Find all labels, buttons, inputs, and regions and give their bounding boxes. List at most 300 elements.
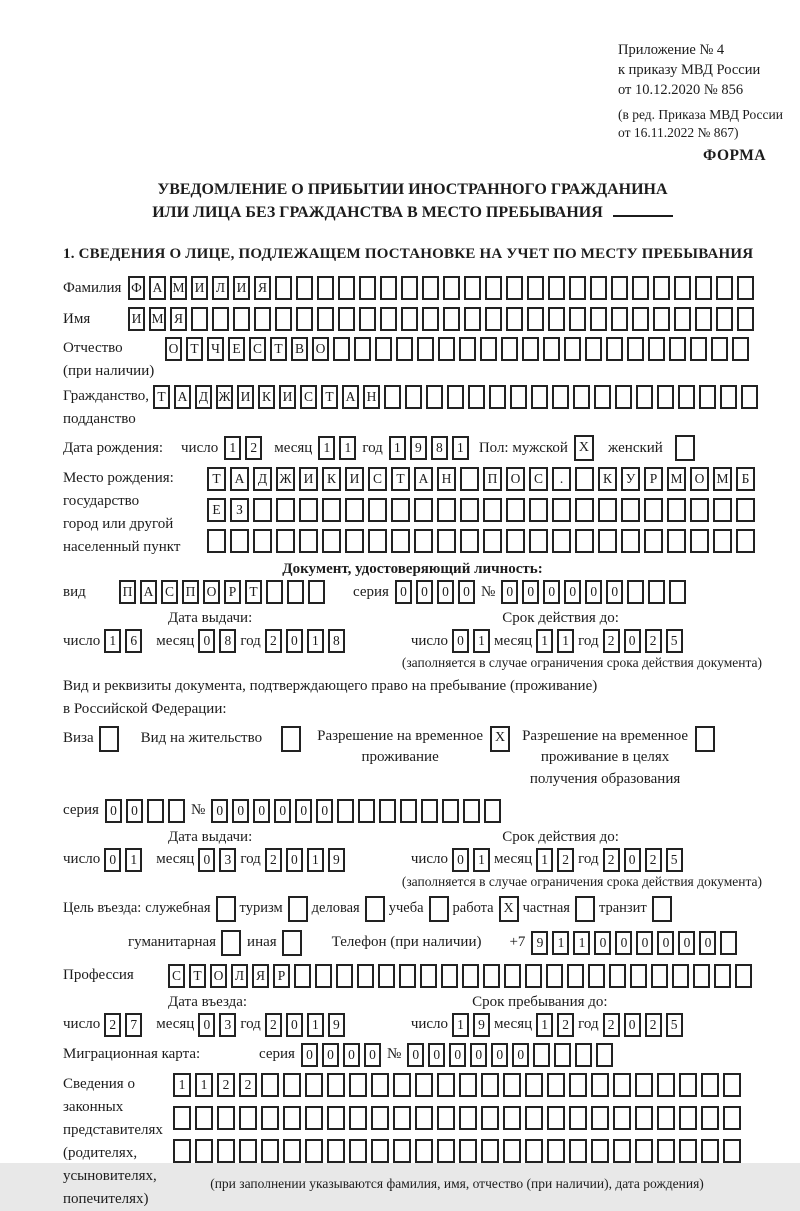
form-cell[interactable]: 2 — [239, 1073, 257, 1097]
form-cell[interactable]: Я — [252, 964, 269, 988]
form-cell[interactable] — [327, 1139, 345, 1163]
form-cell[interactable] — [460, 498, 479, 522]
form-cell[interactable] — [723, 1073, 741, 1097]
form-cell[interactable] — [338, 276, 355, 300]
form-cell[interactable]: 5 — [666, 1013, 683, 1037]
form-cell[interactable] — [644, 529, 663, 553]
form-cell[interactable]: И — [191, 276, 208, 300]
form-cell[interactable] — [594, 385, 611, 409]
form-cell[interactable] — [736, 498, 755, 522]
form-cell[interactable] — [554, 1043, 571, 1067]
form-cell[interactable]: О — [203, 580, 220, 604]
form-cell[interactable]: 2 — [265, 848, 282, 872]
form-cell[interactable] — [632, 276, 649, 300]
form-cell[interactable] — [191, 307, 208, 331]
form-cell[interactable] — [345, 529, 364, 553]
form-cell[interactable] — [690, 337, 707, 361]
purpose-private-checkbox[interactable] — [575, 896, 595, 922]
form-cell[interactable] — [207, 529, 226, 553]
form-cell[interactable] — [575, 498, 594, 522]
form-cell[interactable] — [522, 337, 539, 361]
form-cell[interactable] — [371, 1139, 389, 1163]
form-cell[interactable] — [462, 964, 479, 988]
form-cell[interactable]: 1 — [195, 1073, 213, 1097]
form-cell[interactable]: 0 — [501, 580, 518, 604]
form-cell[interactable] — [679, 1073, 697, 1097]
form-cell[interactable] — [239, 1139, 257, 1163]
form-cell[interactable] — [657, 1139, 675, 1163]
form-cell[interactable]: О — [210, 964, 227, 988]
form-cell[interactable] — [420, 964, 437, 988]
form-cell[interactable] — [345, 498, 364, 522]
form-cell[interactable] — [438, 337, 455, 361]
form-cell[interactable] — [333, 337, 350, 361]
form-cell[interactable] — [426, 385, 443, 409]
form-cell[interactable] — [590, 276, 607, 300]
form-cell[interactable] — [349, 1073, 367, 1097]
form-cell[interactable] — [358, 799, 375, 823]
form-cell[interactable] — [396, 337, 413, 361]
form-cell[interactable]: Б — [736, 467, 755, 491]
form-cell[interactable] — [371, 1073, 389, 1097]
form-cell[interactable] — [501, 337, 518, 361]
form-cell[interactable] — [672, 964, 689, 988]
form-cell[interactable]: 1 — [389, 436, 406, 460]
form-cell[interactable] — [217, 1139, 235, 1163]
form-cell[interactable]: 0 — [606, 580, 623, 604]
form-cell[interactable]: И — [237, 385, 254, 409]
form-cell[interactable] — [294, 964, 311, 988]
form-cell[interactable] — [437, 529, 456, 553]
form-cell[interactable] — [611, 307, 628, 331]
form-cell[interactable] — [317, 276, 334, 300]
form-cell[interactable]: 0 — [636, 931, 653, 955]
form-cell[interactable]: 0 — [657, 931, 674, 955]
form-cell[interactable]: С — [168, 964, 185, 988]
purpose-other-checkbox[interactable] — [282, 930, 302, 956]
form-cell[interactable]: Ч — [207, 337, 224, 361]
form-cell[interactable] — [720, 385, 737, 409]
form-cell[interactable]: 0 — [211, 799, 228, 823]
form-cell[interactable] — [253, 529, 272, 553]
form-cell[interactable] — [585, 337, 602, 361]
form-cell[interactable]: 1 — [307, 629, 324, 653]
form-cell[interactable] — [459, 1073, 477, 1097]
form-cell[interactable] — [460, 467, 479, 491]
form-cell[interactable] — [531, 385, 548, 409]
form-cell[interactable] — [527, 276, 544, 300]
form-cell[interactable] — [464, 307, 481, 331]
form-cell[interactable] — [460, 529, 479, 553]
form-cell[interactable] — [275, 276, 292, 300]
form-cell[interactable]: 1 — [557, 629, 574, 653]
form-cell[interactable] — [336, 964, 353, 988]
form-cell[interactable] — [371, 1106, 389, 1130]
form-cell[interactable] — [732, 337, 749, 361]
form-cell[interactable] — [485, 307, 502, 331]
form-cell[interactable] — [741, 385, 758, 409]
form-cell[interactable] — [737, 307, 754, 331]
form-cell[interactable] — [483, 529, 502, 553]
form-cell[interactable]: 1 — [452, 1013, 469, 1037]
form-cell[interactable] — [233, 307, 250, 331]
form-cell[interactable]: О — [690, 467, 709, 491]
form-cell[interactable] — [443, 307, 460, 331]
form-cell[interactable]: 0 — [452, 848, 469, 872]
form-cell[interactable] — [276, 498, 295, 522]
form-cell[interactable]: 0 — [458, 580, 475, 604]
form-cell[interactable] — [615, 385, 632, 409]
form-cell[interactable]: 1 — [224, 436, 241, 460]
form-cell[interactable]: 0 — [678, 931, 695, 955]
form-cell[interactable]: Р — [273, 964, 290, 988]
purpose-transit-checkbox[interactable] — [652, 896, 672, 922]
form-cell[interactable] — [253, 498, 272, 522]
form-cell[interactable] — [503, 1139, 521, 1163]
form-cell[interactable]: К — [258, 385, 275, 409]
form-cell[interactable] — [239, 1106, 257, 1130]
form-cell[interactable] — [588, 964, 605, 988]
form-cell[interactable] — [567, 964, 584, 988]
form-cell[interactable]: 0 — [286, 629, 303, 653]
form-cell[interactable]: 0 — [564, 580, 581, 604]
form-cell[interactable] — [590, 307, 607, 331]
visa-checkbox[interactable] — [99, 726, 119, 752]
form-cell[interactable]: И — [299, 467, 318, 491]
form-cell[interactable]: 0 — [253, 799, 270, 823]
form-cell[interactable]: 3 — [219, 848, 236, 872]
form-cell[interactable] — [379, 799, 396, 823]
form-cell[interactable] — [380, 276, 397, 300]
form-cell[interactable]: 1 — [552, 931, 569, 955]
form-cell[interactable]: 0 — [624, 629, 641, 653]
form-cell[interactable] — [327, 1073, 345, 1097]
form-cell[interactable]: 9 — [328, 848, 345, 872]
form-cell[interactable]: 9 — [328, 1013, 345, 1037]
form-cell[interactable]: М — [713, 467, 732, 491]
form-cell[interactable]: 0 — [452, 629, 469, 653]
form-cell[interactable]: Р — [644, 467, 663, 491]
form-cell[interactable] — [569, 307, 586, 331]
form-cell[interactable]: 5 — [666, 848, 683, 872]
form-cell[interactable] — [261, 1139, 279, 1163]
form-cell[interactable] — [644, 498, 663, 522]
form-cell[interactable]: 1 — [452, 436, 469, 460]
form-cell[interactable] — [527, 307, 544, 331]
form-cell[interactable]: И — [128, 307, 145, 331]
form-cell[interactable] — [393, 1139, 411, 1163]
form-cell[interactable] — [405, 385, 422, 409]
form-cell[interactable] — [437, 1106, 455, 1130]
form-cell[interactable]: Т — [153, 385, 170, 409]
form-cell[interactable] — [506, 307, 523, 331]
form-cell[interactable] — [415, 1073, 433, 1097]
form-cell[interactable]: У — [621, 467, 640, 491]
form-cell[interactable] — [611, 276, 628, 300]
form-cell[interactable] — [357, 964, 374, 988]
form-cell[interactable]: О — [506, 467, 525, 491]
form-cell[interactable]: К — [598, 467, 617, 491]
form-cell[interactable]: 0 — [286, 848, 303, 872]
form-cell[interactable]: 8 — [219, 629, 236, 653]
form-cell[interactable] — [716, 276, 733, 300]
form-cell[interactable] — [657, 1106, 675, 1130]
form-cell[interactable] — [484, 799, 501, 823]
form-cell[interactable]: С — [368, 467, 387, 491]
form-cell[interactable] — [548, 276, 565, 300]
form-cell[interactable]: 5 — [666, 629, 683, 653]
purpose-humanitarian-checkbox[interactable] — [221, 930, 241, 956]
form-cell[interactable]: 0 — [105, 799, 122, 823]
form-cell[interactable] — [354, 337, 371, 361]
form-cell[interactable] — [230, 529, 249, 553]
form-cell[interactable] — [613, 1139, 631, 1163]
form-cell[interactable]: Н — [363, 385, 380, 409]
form-cell[interactable] — [380, 307, 397, 331]
form-cell[interactable] — [401, 307, 418, 331]
form-cell[interactable]: 2 — [217, 1073, 235, 1097]
form-cell[interactable] — [737, 276, 754, 300]
form-cell[interactable] — [510, 385, 527, 409]
form-cell[interactable] — [195, 1106, 213, 1130]
form-cell[interactable] — [525, 1139, 543, 1163]
form-cell[interactable]: 0 — [594, 931, 611, 955]
form-cell[interactable]: А — [342, 385, 359, 409]
form-cell[interactable] — [437, 1073, 455, 1097]
form-cell[interactable]: 0 — [286, 1013, 303, 1037]
form-cell[interactable] — [701, 1106, 719, 1130]
form-cell[interactable]: 0 — [585, 580, 602, 604]
form-cell[interactable] — [598, 498, 617, 522]
form-cell[interactable]: Е — [207, 498, 226, 522]
form-cell[interactable] — [393, 1073, 411, 1097]
form-cell[interactable] — [657, 385, 674, 409]
form-cell[interactable]: Т — [207, 467, 226, 491]
form-cell[interactable]: . — [552, 467, 571, 491]
form-cell[interactable] — [648, 580, 665, 604]
form-cell[interactable]: 0 — [470, 1043, 487, 1067]
form-cell[interactable] — [613, 1073, 631, 1097]
form-cell[interactable]: 0 — [437, 580, 454, 604]
form-cell[interactable]: 1 — [104, 629, 121, 653]
form-cell[interactable] — [481, 1073, 499, 1097]
rvp-education-checkbox[interactable] — [695, 726, 715, 752]
form-cell[interactable] — [627, 580, 644, 604]
form-cell[interactable] — [337, 799, 354, 823]
form-cell[interactable] — [569, 1139, 587, 1163]
purpose-commercial-checkbox[interactable] — [365, 896, 385, 922]
form-cell[interactable]: 1 — [536, 848, 553, 872]
purpose-work-checkbox[interactable]: X — [499, 896, 519, 922]
form-cell[interactable] — [308, 580, 325, 604]
form-cell[interactable]: Т — [270, 337, 287, 361]
form-cell[interactable] — [315, 964, 332, 988]
form-cell[interactable] — [327, 1106, 345, 1130]
form-cell[interactable] — [575, 529, 594, 553]
form-cell[interactable] — [283, 1073, 301, 1097]
form-cell[interactable]: 8 — [431, 436, 448, 460]
purpose-study-checkbox[interactable] — [429, 896, 449, 922]
form-cell[interactable]: 6 — [125, 629, 142, 653]
form-cell[interactable] — [573, 385, 590, 409]
form-cell[interactable] — [417, 337, 434, 361]
form-cell[interactable]: А — [149, 276, 166, 300]
form-cell[interactable] — [716, 307, 733, 331]
form-cell[interactable]: 1 — [173, 1073, 191, 1097]
form-cell[interactable] — [525, 1106, 543, 1130]
form-cell[interactable] — [736, 529, 755, 553]
form-cell[interactable]: А — [174, 385, 191, 409]
form-cell[interactable] — [506, 529, 525, 553]
form-cell[interactable]: 9 — [410, 436, 427, 460]
form-cell[interactable] — [489, 385, 506, 409]
form-cell[interactable] — [421, 799, 438, 823]
form-cell[interactable] — [630, 964, 647, 988]
form-cell[interactable]: Е — [228, 337, 245, 361]
form-cell[interactable]: П — [119, 580, 136, 604]
form-cell[interactable] — [648, 337, 665, 361]
form-cell[interactable] — [261, 1106, 279, 1130]
form-cell[interactable]: 2 — [265, 629, 282, 653]
form-cell[interactable] — [459, 1139, 477, 1163]
form-cell[interactable] — [464, 276, 481, 300]
form-cell[interactable]: Л — [212, 276, 229, 300]
form-cell[interactable] — [349, 1139, 367, 1163]
form-cell[interactable]: 2 — [245, 436, 262, 460]
form-cell[interactable]: 0 — [624, 848, 641, 872]
form-cell[interactable] — [503, 1073, 521, 1097]
form-cell[interactable]: 0 — [316, 799, 333, 823]
form-cell[interactable] — [261, 1073, 279, 1097]
form-cell[interactable] — [483, 964, 500, 988]
form-cell[interactable] — [276, 529, 295, 553]
form-cell[interactable] — [547, 1073, 565, 1097]
form-cell[interactable] — [195, 1139, 213, 1163]
form-cell[interactable] — [393, 1106, 411, 1130]
form-cell[interactable]: И — [279, 385, 296, 409]
form-cell[interactable] — [296, 276, 313, 300]
form-cell[interactable] — [713, 529, 732, 553]
rvp-checkbox[interactable]: X — [490, 726, 510, 752]
form-cell[interactable]: 0 — [615, 931, 632, 955]
form-cell[interactable]: Я — [254, 276, 271, 300]
form-cell[interactable]: П — [182, 580, 199, 604]
form-cell[interactable]: Р — [224, 580, 241, 604]
form-cell[interactable] — [147, 799, 164, 823]
form-cell[interactable] — [609, 964, 626, 988]
form-cell[interactable] — [443, 276, 460, 300]
form-cell[interactable] — [547, 1139, 565, 1163]
form-cell[interactable] — [481, 1139, 499, 1163]
form-cell[interactable] — [669, 337, 686, 361]
residence-permit-checkbox[interactable] — [281, 726, 301, 752]
form-cell[interactable]: 0 — [416, 580, 433, 604]
form-cell[interactable] — [575, 1043, 592, 1067]
form-cell[interactable]: К — [322, 467, 341, 491]
form-cell[interactable] — [690, 529, 709, 553]
form-cell[interactable]: Т — [391, 467, 410, 491]
form-cell[interactable] — [283, 1139, 301, 1163]
form-cell[interactable] — [299, 498, 318, 522]
form-cell[interactable] — [459, 1106, 477, 1130]
form-cell[interactable] — [441, 964, 458, 988]
form-cell[interactable] — [695, 307, 712, 331]
form-cell[interactable]: 0 — [364, 1043, 381, 1067]
form-cell[interactable]: 2 — [645, 848, 662, 872]
form-cell[interactable] — [485, 276, 502, 300]
form-cell[interactable] — [701, 1139, 719, 1163]
form-cell[interactable]: 2 — [603, 848, 620, 872]
form-cell[interactable] — [569, 1106, 587, 1130]
form-cell[interactable] — [368, 498, 387, 522]
form-cell[interactable] — [384, 385, 401, 409]
form-cell[interactable] — [483, 498, 502, 522]
form-cell[interactable] — [653, 276, 670, 300]
form-cell[interactable] — [679, 1139, 697, 1163]
form-cell[interactable] — [173, 1106, 191, 1130]
form-cell[interactable] — [693, 964, 710, 988]
form-cell[interactable]: 0 — [198, 848, 215, 872]
form-cell[interactable] — [399, 964, 416, 988]
purpose-tourism-checkbox[interactable] — [288, 896, 308, 922]
form-cell[interactable] — [529, 498, 548, 522]
form-cell[interactable]: В — [291, 337, 308, 361]
form-cell[interactable]: Т — [245, 580, 262, 604]
form-cell[interactable] — [506, 498, 525, 522]
form-cell[interactable] — [711, 337, 728, 361]
form-cell[interactable]: Т — [189, 964, 206, 988]
form-cell[interactable] — [414, 529, 433, 553]
form-cell[interactable]: 2 — [603, 1013, 620, 1037]
form-cell[interactable] — [713, 498, 732, 522]
form-cell[interactable] — [546, 964, 563, 988]
form-cell[interactable] — [506, 276, 523, 300]
form-cell[interactable] — [437, 1139, 455, 1163]
form-cell[interactable] — [212, 307, 229, 331]
form-cell[interactable] — [359, 307, 376, 331]
form-cell[interactable]: 0 — [301, 1043, 318, 1067]
form-cell[interactable] — [378, 964, 395, 988]
form-cell[interactable] — [401, 276, 418, 300]
form-cell[interactable]: М — [149, 307, 166, 331]
form-cell[interactable]: А — [140, 580, 157, 604]
form-cell[interactable]: С — [161, 580, 178, 604]
form-cell[interactable] — [391, 529, 410, 553]
form-cell[interactable] — [287, 580, 304, 604]
form-cell[interactable]: 8 — [328, 629, 345, 653]
form-cell[interactable] — [459, 337, 476, 361]
form-cell[interactable] — [714, 964, 731, 988]
form-cell[interactable] — [415, 1139, 433, 1163]
form-cell[interactable] — [657, 1073, 675, 1097]
form-cell[interactable] — [575, 467, 594, 491]
form-cell[interactable] — [437, 498, 456, 522]
form-cell[interactable] — [621, 498, 640, 522]
form-cell[interactable]: 0 — [624, 1013, 641, 1037]
form-cell[interactable] — [168, 799, 185, 823]
form-cell[interactable] — [480, 337, 497, 361]
form-cell[interactable]: Ф — [128, 276, 145, 300]
form-cell[interactable] — [305, 1106, 323, 1130]
form-cell[interactable]: 0 — [522, 580, 539, 604]
form-cell[interactable] — [548, 307, 565, 331]
form-cell[interactable] — [305, 1073, 323, 1097]
form-cell[interactable] — [674, 307, 691, 331]
form-cell[interactable] — [283, 1106, 301, 1130]
form-cell[interactable] — [621, 529, 640, 553]
form-cell[interactable] — [723, 1139, 741, 1163]
form-cell[interactable]: 1 — [473, 848, 490, 872]
